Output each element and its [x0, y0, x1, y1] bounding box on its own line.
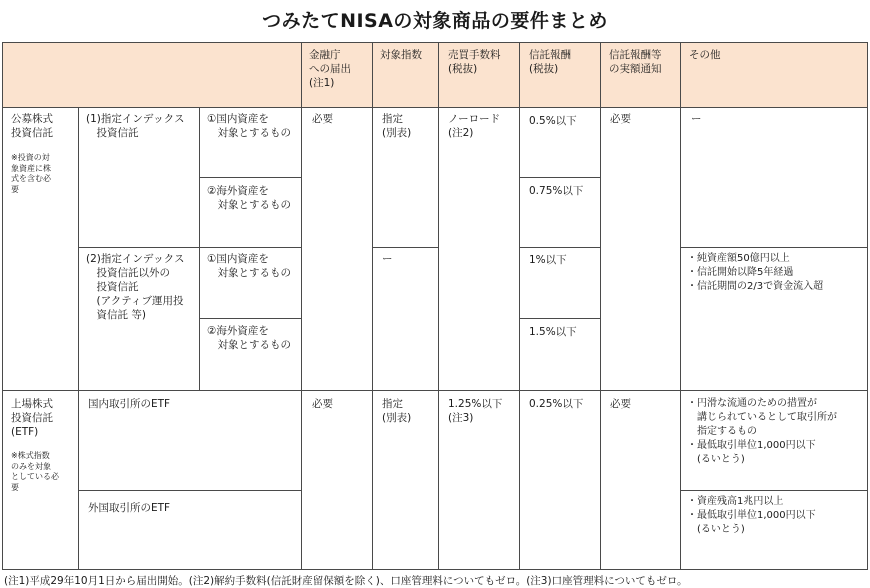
etf-trust-fee-cell	[519, 390, 601, 570]
header-trust-fee: 信託報酬 (税抜)	[529, 49, 571, 75]
public-fsa-value: 必要	[312, 113, 333, 125]
etf-other-value-1: ・円滑な流通のための措置が 講じられているとして取引所が 指定するもの ・最低取引単位1,000円以下 (るいとう)	[687, 398, 837, 465]
header-other-cell	[680, 42, 868, 108]
etf-sales-fee-value: 1.25%以下 (注3)	[448, 398, 503, 424]
etf-domestic-label: 国内取引所のETF	[88, 398, 171, 410]
header-trust-fee-cell	[519, 42, 601, 108]
etf-index-cell	[372, 390, 439, 570]
trust-fee-cell-2	[519, 177, 601, 248]
public-other-value-2: ・純資産額50億円以上 ・信託開始以降5年経過 ・信託期間の2/3で資金流入超	[687, 253, 824, 292]
non-index-fund-label: (2)指定インデックス 投資信託以外の 投資信託 (アクティブ運用投 資信託 等)	[86, 253, 185, 321]
public-notice-value: 必要	[610, 113, 631, 125]
etf-notice-value: 必要	[610, 398, 631, 410]
overseas-asset-cell-2	[199, 318, 302, 391]
public-index-cell-1	[372, 107, 439, 248]
header-notice: 信託報酬等 の実額通知	[609, 49, 662, 75]
non-index-fund-cell	[78, 247, 200, 391]
etf-fsa-value: 必要	[312, 398, 333, 410]
header-sales-fee: 売買手数料 (税抜)	[448, 49, 501, 75]
etf-domestic-cell	[78, 390, 302, 491]
domestic-asset-label-2: ①国内資産を 対象とするもの	[207, 253, 291, 279]
header-index: 対象指数	[380, 49, 422, 61]
trust-fee-cell-4	[519, 318, 601, 391]
public-fsa-cell	[301, 107, 373, 391]
etf-sales-fee-cell	[438, 390, 520, 570]
public-index-cell-2	[372, 247, 439, 391]
etf-trust-fee-value: 0.25%以下	[529, 398, 584, 410]
etf-foreign-label: 外国取引所のETF	[88, 502, 171, 514]
public-notice-cell	[600, 107, 681, 391]
public-index-value-2: ー	[382, 253, 393, 265]
domestic-asset-cell-2	[199, 247, 302, 319]
etf-other-value-2: ・資産残高1兆円以上 ・最低取引単位1,000円以下 (るいとう)	[687, 496, 816, 535]
public-sales-fee-cell	[438, 107, 520, 391]
etf-label: 上場株式 投資信託 (ETF)	[11, 398, 53, 438]
index-fund-label: (1)指定インデックス 投資信託	[86, 113, 185, 139]
header-notice-cell	[600, 42, 681, 108]
domestic-asset-label-1: ①国内資産を 対象とするもの	[207, 113, 291, 139]
trust-fee-value-2: 0.75%以下	[529, 185, 584, 197]
trust-fee-value-1: 0.5%以下	[529, 115, 577, 127]
etf-note: ※株式指数 のみを対象 としている必 要	[11, 451, 59, 492]
overseas-asset-cell-1	[199, 177, 302, 248]
header-fsa: 金融庁 への届出 (注1)	[309, 49, 351, 89]
etf-notice-cell	[600, 390, 681, 570]
header-blank-cell	[2, 42, 302, 108]
etf-label-cell	[2, 390, 79, 570]
public-other-value-1: ー	[691, 113, 702, 125]
trust-fee-value-3: 1%以下	[529, 254, 567, 266]
public-sales-fee-value: ノーロード (注2)	[448, 113, 501, 139]
trust-fee-value-4: 1.5%以下	[529, 326, 577, 338]
public-index-value: 指定 (別表)	[382, 113, 412, 139]
footnote: (注1)平成29年10月1日から届出開始。(注2)解約手数料(信託財産留保額を除く)、口座管理料についてもゼロ。(注3)口座管理料についてもゼロ。	[4, 575, 688, 587]
domestic-asset-cell-1	[199, 107, 302, 178]
etf-fsa-cell	[301, 390, 373, 570]
public-other-cell-2	[680, 247, 868, 391]
header-sales-fee-cell	[438, 42, 520, 108]
header-index-cell	[372, 42, 439, 108]
public-other-cell-1	[680, 107, 868, 248]
public-label: 公募株式 投資信託	[11, 113, 53, 139]
page-title: つみたてNISAの対象商品の要件まとめ	[262, 10, 608, 32]
header-other: その他	[689, 49, 721, 61]
overseas-asset-label-1: ②海外資産を 対象とするもの	[207, 185, 291, 211]
trust-fee-cell-3	[519, 247, 601, 319]
public-label-cell	[2, 107, 79, 391]
etf-other-cell-2	[680, 490, 868, 570]
etf-foreign-cell	[78, 490, 302, 570]
header-fsa-cell	[301, 42, 373, 108]
index-fund-cell	[78, 107, 200, 248]
trust-fee-cell-1	[519, 107, 601, 178]
etf-index-value: 指定 (別表)	[382, 398, 412, 424]
etf-other-cell-1	[680, 390, 868, 491]
overseas-asset-label-2: ②海外資産を 対象とするもの	[207, 325, 291, 351]
public-note: ※投資の対 象資産に株 式を含む必 要	[11, 153, 51, 194]
